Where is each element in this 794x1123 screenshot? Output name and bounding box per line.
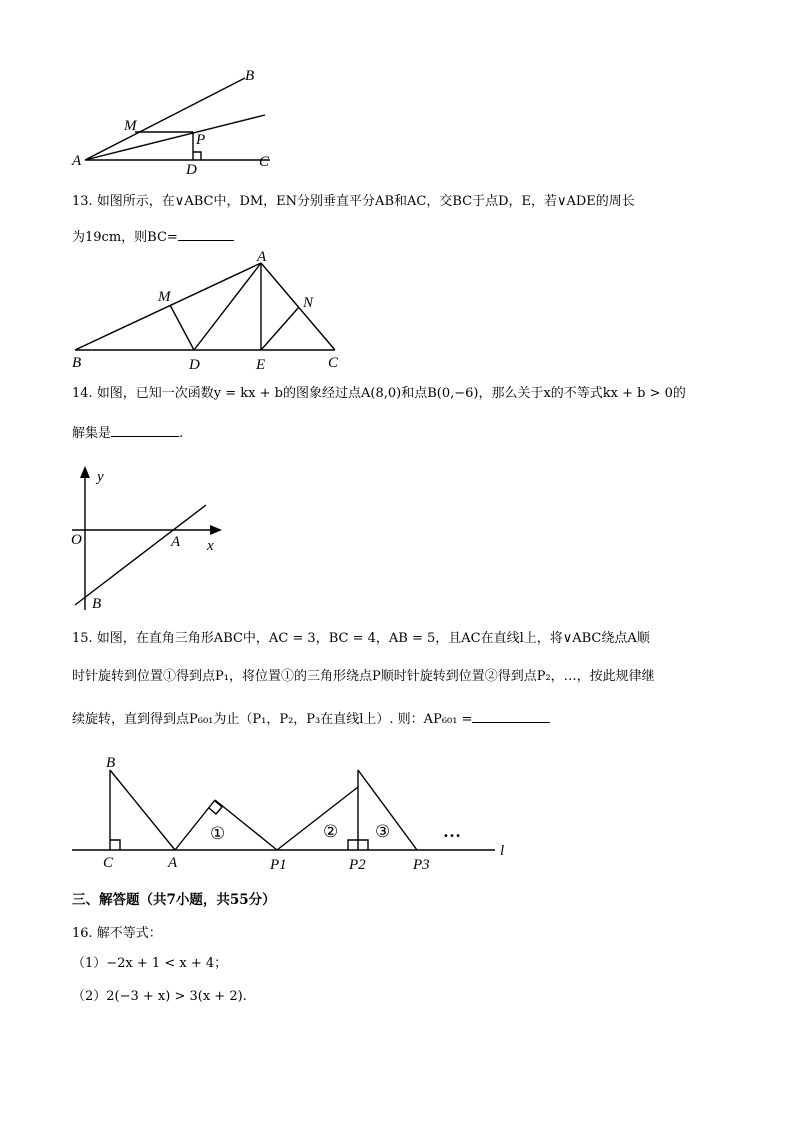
label-b: B [92,596,102,612]
label-p: P [196,132,206,148]
label-p2: P2 [349,857,366,873]
question-16-title: 16. 解不等式： [72,926,162,941]
label-m: M [124,118,137,134]
answer-blank-14 [111,422,179,437]
figure-q15-rotation [60,745,530,880]
question-14-line-1: 14. 如图，已知一次函数y = kx + b的图象经过点A(8,0)和点B(0,−6)，那么关于x的不等式kx + b > 0的 [72,386,686,401]
question-13-line-2 [72,226,234,247]
label-a: A [257,249,267,265]
label-x: x [207,538,214,554]
figure-q13 [60,245,360,375]
label-n: N [303,295,314,311]
question-13-line-1: 13. 如图所示，在∨ABC中，DM，EN分别垂直平分AB和AC，交BC于点D，E，若∨ADE的周长 [72,194,635,209]
label-a: A [171,534,181,550]
label-o: O [71,532,82,548]
ellipsis-mark: … [443,821,461,841]
question-14-text: 解集是 [72,426,112,441]
position-1-mark: ① [210,824,226,844]
question-14-period: . [179,426,184,441]
position-3-mark: ③ [375,822,391,842]
position-2-mark: ② [323,822,339,842]
question-15-line-1: 15. 如图，在直角三角形ABC中，AC = 3，BC = 4，AB = 5，且AC在直线l上，将∨ABC绕点A顺 [72,631,650,646]
label-b: B [72,355,82,371]
label-a: A [168,855,178,871]
label-c: C [103,855,114,871]
label-p3: P3 [413,857,430,873]
question-16-part-2: （2）2(−3 + x) > 3(x + 2). [72,989,247,1004]
label-e: E [256,357,266,373]
label-b: B [245,68,255,84]
answer-blank-13 [178,226,234,241]
label-d: D [189,357,200,373]
question-14-line-2 [72,422,183,443]
answer-blank-15 [472,708,550,723]
label-y: y [97,469,104,485]
figure-q12 [60,60,300,185]
question-13-text: 为19cm，则BC= [72,230,178,245]
label-d: D [186,162,197,178]
figure-q14-graph [60,460,240,620]
label-p1: P1 [270,857,287,873]
section-title: 三、解答题（共7小题，共55分） [72,892,276,908]
label-a: A [72,153,82,169]
label-c: C [259,154,270,170]
question-15-line-3 [72,708,550,729]
question-16-part-1: （1）−2x + 1 < x + 4； [72,956,228,971]
label-c: C [328,355,339,371]
label-l: l [500,843,505,859]
label-b: B [106,755,116,771]
question-15-text: 续旋转，直到得到点P₆₀₁为止（P₁，P₂，P₃在直线l上）. 则：AP₆₀₁ = [72,712,473,727]
label-m: M [158,289,171,305]
question-15-line-2: 时针旋转到位置①得到点P₁，将位置①的三角形绕点P顺时针旋转到位置②得到点P₂，…，按此规律继 [72,669,655,684]
